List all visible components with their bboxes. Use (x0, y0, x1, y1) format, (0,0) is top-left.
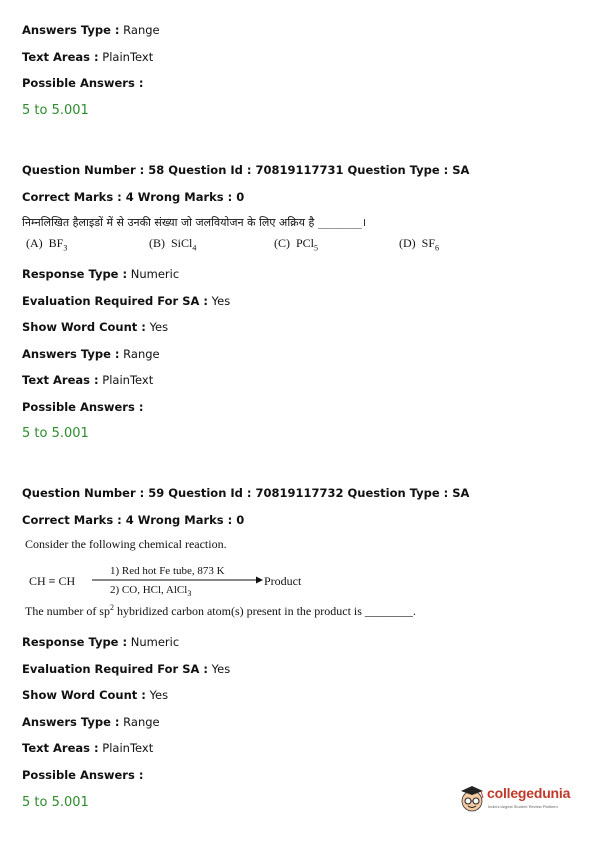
possible-answers-row (22, 400, 143, 414)
answers-type-row (22, 347, 160, 361)
question-text: The number of $sp^2$ hybridized carbon atom(s) present in the product is ________. (25, 603, 416, 618)
option-b: (B) SiCl$_4$ (149, 236, 197, 253)
text-areas-value: PlainText (102, 741, 154, 755)
answers-type-label: Answers Type : (22, 347, 120, 361)
possible-answers-label: Possible Answers : (22, 400, 144, 414)
answers-type-row (22, 715, 160, 729)
product: Product (264, 574, 302, 588)
text-areas-row (22, 373, 153, 387)
mascot-icon (457, 782, 487, 816)
evaluation-value: Yes (211, 294, 231, 308)
question-text: निम्नलिखित हैलाइडों में से उनकी संख्या जो जलवियोजन के लिए अक्रिय है ________। (22, 216, 366, 229)
word-count-label: Show Word Count : (22, 320, 146, 334)
evaluation-row (22, 662, 230, 676)
text-areas-row (22, 741, 153, 755)
question-header-text: Question Number : 58 Question Id : 70819117731 Question Type : SA (22, 163, 470, 177)
logo-tagline: India's largest Student Review Platform (488, 804, 558, 809)
question-intro: Consider the following chemical reaction. (25, 537, 227, 551)
marks-text: Correct Marks : 4 Wrong Marks : 0 (22, 513, 245, 527)
possible-answers-row (22, 768, 143, 782)
text-areas-label: Text Areas : (22, 741, 99, 755)
evaluation-label: Evaluation Required For SA : (22, 294, 209, 308)
text-areas-label: Text Areas : (22, 50, 99, 64)
condition-bottom: 2) CO, HCl, AlCl$_3$ (110, 584, 192, 599)
marks-text: Correct Marks : 4 Wrong Marks : 0 (22, 190, 245, 204)
word-count-row (22, 688, 168, 702)
evaluation-row (22, 294, 230, 308)
option-a: (A) $BF_3$ (26, 236, 68, 253)
possible-answers-row (22, 76, 143, 90)
answers-type-value: Range (123, 715, 160, 729)
word-count-value: Yes (149, 688, 169, 702)
text-areas-row (22, 50, 153, 64)
evaluation-label: Evaluation Required For SA : (22, 662, 209, 676)
possible-answers-label: Possible Answers : (22, 76, 144, 90)
possible-answer-value: 5 to 5.001 (22, 426, 89, 441)
collegedunia-logo (457, 782, 579, 816)
question-header-text: Question Number : 59 Question Id : 70819117732 Question Type : SA (22, 486, 470, 500)
response-type-row (22, 635, 179, 649)
response-type-label: Response Type : (22, 267, 128, 281)
answers-type-value: Range (123, 347, 160, 361)
response-type-value: Numeric (130, 267, 180, 281)
text-areas-label: Text Areas : (22, 373, 99, 387)
marks-row (22, 190, 244, 204)
question-header (22, 486, 469, 500)
condition-top: 1) Red hot Fe tube, 873 K (110, 565, 225, 577)
response-type-value: Numeric (130, 635, 180, 649)
marks-row (22, 513, 244, 527)
possible-answers-label: Possible Answers : (22, 768, 144, 782)
word-count-value: Yes (149, 320, 169, 334)
possible-answer-value: 5 to 5.001 (22, 795, 89, 810)
logo-wordmark: collegedunia (487, 785, 571, 801)
reactant: CH ≡ CH (29, 574, 76, 588)
answers-type-label: Answers Type : (22, 23, 120, 37)
option-c: (C) PCl$_5$ (274, 236, 319, 253)
evaluation-value: Yes (211, 662, 231, 676)
text-areas-value: PlainText (102, 373, 154, 387)
question-header (22, 163, 469, 177)
answers-type-label: Answers Type : (22, 715, 120, 729)
possible-answer-value: 5 to 5.001 (22, 103, 89, 118)
option-d: (D) $SF_6$ (399, 236, 440, 253)
text-areas-value: PlainText (102, 50, 154, 64)
word-count-row (22, 320, 168, 334)
response-type-label: Response Type : (22, 635, 128, 649)
answers-type-value: Range (123, 23, 160, 37)
answers-type-row (22, 23, 160, 37)
word-count-label: Show Word Count : (22, 688, 146, 702)
response-type-row (22, 267, 179, 281)
